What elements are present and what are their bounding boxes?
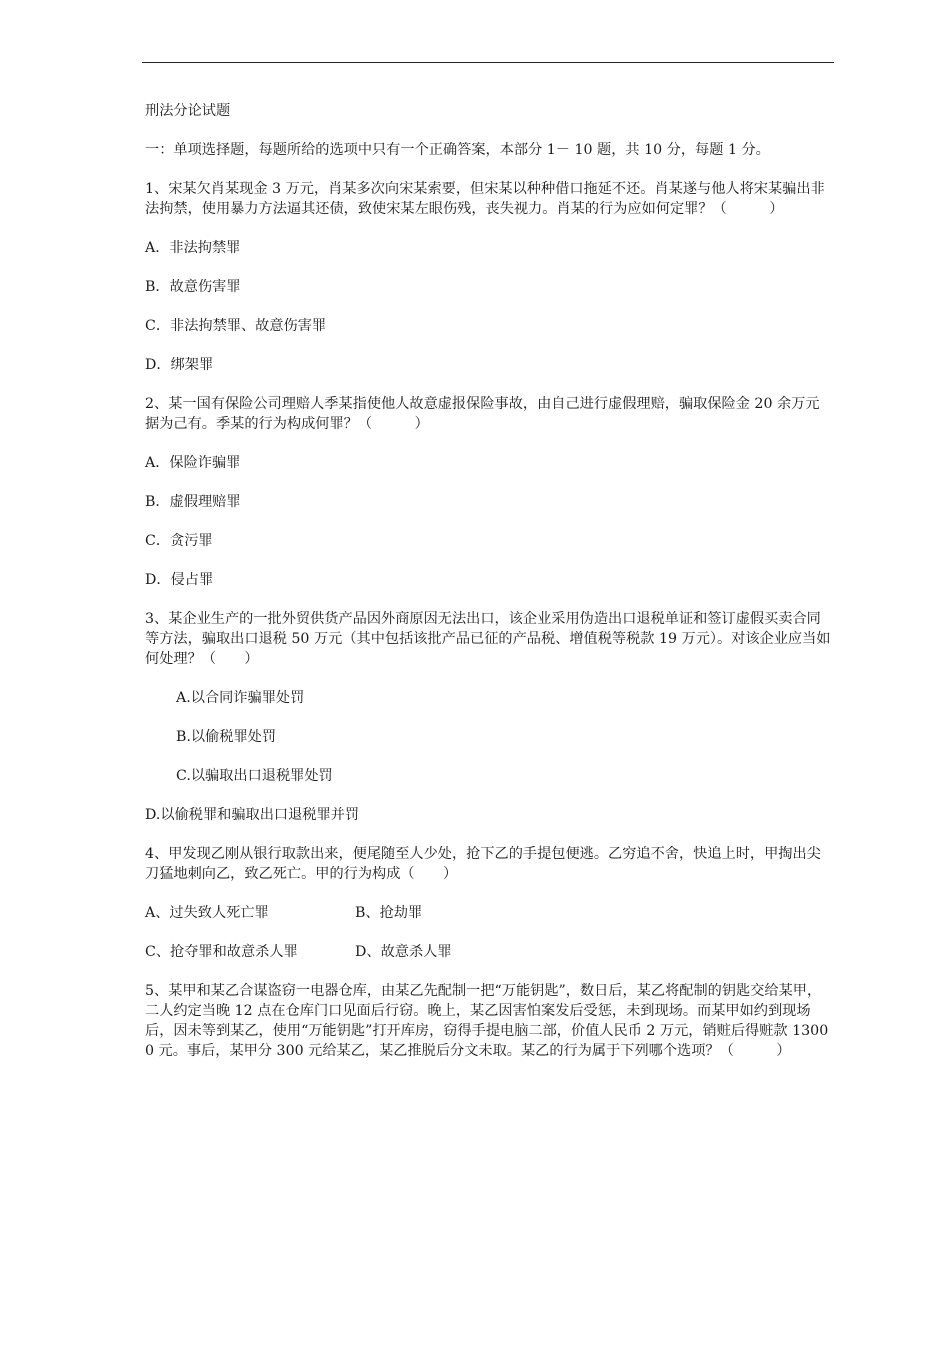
header-rule [142, 62, 834, 63]
question-1-stem: 1、宋某欠肖某现金 3 万元，肖某多次向宋某索要，但宋某以种种借口拖延不还。肖某遂与他人将宋某骗出非法拘禁，使用暴力方法逼其还债，致使宋某左眼伤残，丧失视力。肖某的行为应如何定罪？（ ） [145, 181, 825, 217]
question-4-options-row-2 [145, 942, 833, 962]
question-4-option-d: D、故意杀人罪 [355, 944, 452, 960]
question-3-stem: 3、某企业生产的一批外贸供货产品因外商原因无法出口，该企业采用伪造出口退税单证和签订虚假买卖合同等方法，骗取出口退税 50 万元（其中包括该批产品已征的产品税、增值税等税款 19 万元）。对该企业应当如何处理？（ ） [145, 611, 831, 667]
section-instructions: 一：单项选择题，每题所给的选项中只有一个正确答案，本部分 1－ 10 题，共 10 分，每题 1 分。 [145, 142, 770, 158]
question-1-option-b: B．故意伤害罪 [145, 279, 241, 295]
question-1-option-a: A．非法拘禁罪 [145, 240, 241, 256]
question-4-stem: 4、甲发现乙刚从银行取款出来，便尾随至人少处，抢下乙的手提包便逃。乙穷追不舍，快追上时，甲掏出尖刀猛地刺向乙，致乙死亡。甲的行为构成（ ） [145, 846, 821, 882]
question-5-stem: 5、某甲和某乙合谋盗窃一电器仓库，由某乙先配制一把“万能钥匙”，数日后，某乙将配制的钥匙交给某甲，二人约定当晚 12 点在仓库门口见面后行窃。晚上，某乙因害怕案发后受惩，未到现场。而某甲如约到现场后，因未等到某乙，使用“万能钥匙”打开库房，窃得手提电脑二部，价值人民币 2 万元，销赃后得赃款 13000 元。事后，某甲分 300 元给某乙，某乙推脱后分文未取。某乙的行为属于下列哪个选项？（ ） [145, 983, 829, 1059]
question-2-option-c: C．贪污罪 [145, 533, 213, 549]
question-2-option-b: B．虚假理赔罪 [145, 494, 241, 510]
question-4-option-a: A、过失致人死亡罪 [145, 905, 269, 921]
question-4-options-row-1 [145, 903, 833, 923]
question-3-option-b: B.以偷税罪处罚 [176, 729, 277, 745]
question-2-option-d: D．侵占罪 [145, 572, 214, 588]
question-3-option-c: C.以骗取出口退税罪处罚 [176, 768, 333, 784]
question-2-stem: 2、某一国有保险公司理赔人季某指使他人故意虚报保险事故，由自己进行虚假理赔，骗取保险金 20 余万元据为己有。季某的行为构成何罪？（ ） [145, 396, 820, 432]
question-2-option-a: A．保险诈骗罪 [145, 455, 241, 471]
question-1-option-c: C．非法拘禁罪、故意伤害罪 [145, 318, 327, 334]
question-3-option-d: D.以偷税罪和骗取出口退税罪并罚 [145, 807, 360, 823]
page-title: 刑法分论试题 [145, 103, 231, 119]
question-3-option-a: A.以合同诈骗罪处罚 [176, 690, 305, 706]
question-4-option-b: B、抢劫罪 [355, 905, 423, 921]
document-body [145, 101, 833, 1080]
question-4-option-c: C、抢夺罪和故意杀人罪 [145, 944, 298, 960]
question-1-option-d: D．绑架罪 [145, 357, 214, 373]
